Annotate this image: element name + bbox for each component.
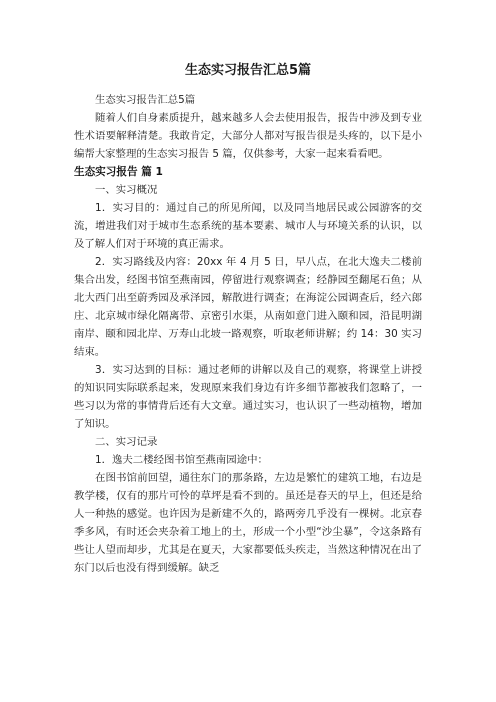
paragraph: 2．实习路线及内容：20xx 年 4 月 5 日，早八点，在北大逸夫二楼前集合出发，经图书馆至燕南园，停留进行观察调查；经静园至翻尾石鱼；从北大西门出至蔚秀园及承泽园，解散进行调查；在海淀公园调查后，经六郎庄、北京城市绿化隔离带、京密引水渠，从南如意门进入颐和园，沿昆明湖南岸、颐和园北岸、万寿山北坡一路观察，听取老师讲解；约 14：30 实习结束。 bbox=[74, 256, 422, 358]
section-heading: 生态实习报告 篇 1 bbox=[74, 166, 163, 178]
paragraph: 3．实习达到的目标：通过老师的讲解以及自己的观察，将课堂上讲授的知识同实际联系起来，发现原来我们身边有许多细节都被我们忽略了，一些习以为常的事情背后还有大文章。通过实习，也认识了一些动植物，增加了知识。 bbox=[74, 364, 422, 430]
document-title: 生态实习报告汇总5篇 bbox=[184, 63, 312, 78]
paragraph: 生态实习报告汇总5篇 bbox=[95, 94, 196, 106]
document-body bbox=[74, 91, 422, 577]
paragraph: 一、实习概况 bbox=[95, 184, 158, 196]
paragraph: 二、实习记录 bbox=[95, 436, 158, 448]
paragraph: 在图书馆前回望，通往东门的那条路，左边是繁忙的建筑工地，右边是教学楼，仅有的那片可怜的草坪是看不到的。虽还是春天的早上，但还是给人一种热的感觉。也许因为是新建不久的，路两旁几乎没有一棵树。北京春季多风，有时还会夹杂着工地上的土，形成一个小型“沙尘暴”，令这条路有些让人望而却步，尤其是在夏天，大家都要低头疾走，当然这种情况在出了东门以后也没有得到缓解。缺乏 bbox=[74, 472, 422, 574]
paragraph: 1．实习目的：通过自己的所见所闻，以及同当地居民或公园游客的交流，增进我们对于城市生态系统的基本要素、城市人与环境关系的认识，以及了解人们对于环境的真正需求。 bbox=[74, 202, 422, 250]
paragraph: 随着人们自身素质提升，越来越多人会去使用报告，报告中涉及到专业性术语要解释清楚。我敢肯定，大部分人都对写报告很是头疼的，以下是小编帮大家整理的生态实习报告 5 篇，仅供参考，大家一起来看看吧。 bbox=[74, 112, 422, 160]
paragraph: 1．逸夫二楼经图书馆至燕南园途中： bbox=[95, 454, 268, 466]
